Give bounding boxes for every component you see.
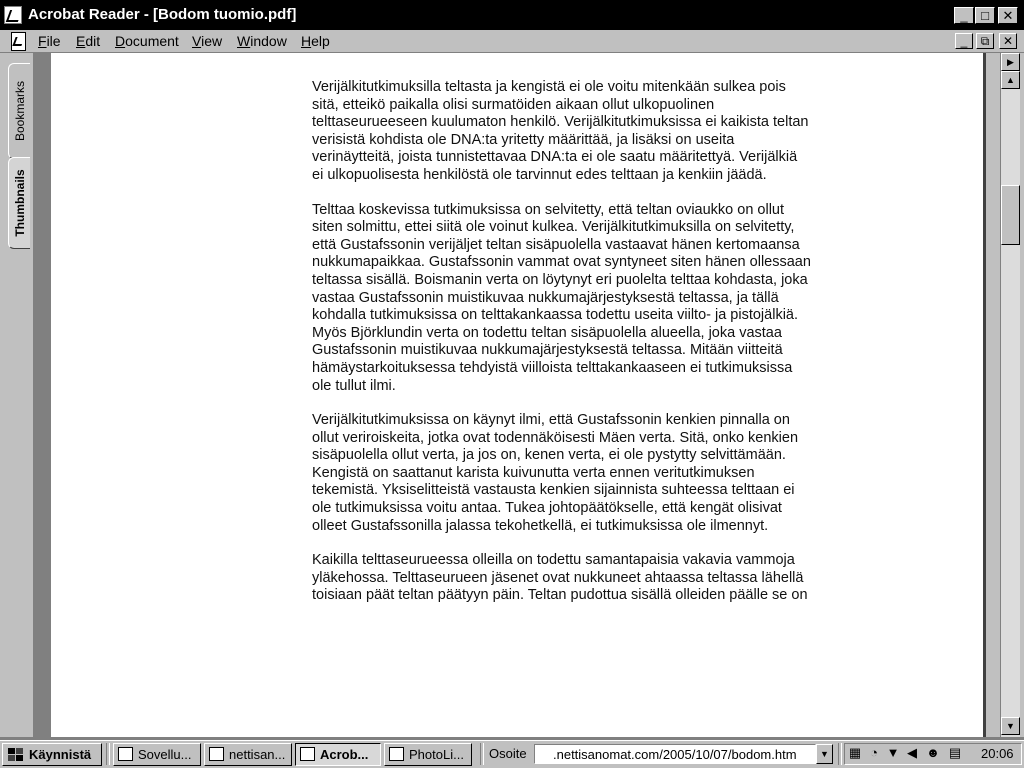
navigation-pane [0, 53, 35, 737]
menu-bar [0, 30, 1024, 53]
start-label: Käynnistä [29, 747, 92, 762]
task-label: Sovellu... [138, 747, 192, 762]
paragraph: Kaikilla telttaseurueessa olleilla on todettu samantapaisia vakavia vammoja yläkehossa. Telttaseurueen jäsenet ovat nukkuneet ahtaassa teltassa lähellä toisiaan päät teltan päätyyn päin. Teltan pudottua sisällä olleiden päälle se on [312, 552, 808, 604]
view-gutter [986, 53, 1000, 737]
maximize-button[interactable]: □ [975, 7, 995, 24]
task-button-photolibrary[interactable] [384, 743, 472, 766]
paragraph: Verijälkitutkimuksissa on käynyt ilmi, että Gustafssonin kenkien pinnalla on ollut veriroiskeita, jotka ovat todennäköisesti Mäen verta. Sitä, onko kenkien sisäpuolella ollut verta, ja jos on, kenen verta, ei ole pystytty selvittämään. Kengistä on saattanut karista kuivunutta verta ennen veritutkimuksen tekemistä. Yksiselitteistä vastausta kenkien sijainnista suhteessa telttaan ei ole tutkimuksissa voitu antaa. Tukea johtopäätökselle, että kengät olisivat olleet Gustafssonilla jalassa tekohetkellä, ei tutkimuksissa ole ilmennyt. [312, 412, 799, 534]
title-bar [0, 0, 1024, 30]
photo-icon [389, 747, 404, 761]
triangle-up-icon: ▲ [1006, 75, 1015, 85]
task-button-nettisanomat[interactable] [204, 743, 292, 766]
taskbar-separator [106, 743, 110, 765]
volume-icon[interactable]: ◀ [907, 745, 917, 760]
address-input[interactable] [534, 744, 816, 764]
close-button[interactable]: ✕ [998, 7, 1018, 24]
window-title: Acrobat Reader - [Bodom tuomio.pdf] [28, 6, 297, 23]
search-icon[interactable]: ◔ [870, 745, 878, 760]
address-dropdown-button[interactable] [816, 744, 833, 764]
doc-minimize-button[interactable]: _ [955, 33, 973, 49]
task-label: PhotoLi... [409, 747, 464, 762]
scroll-up-button[interactable] [1001, 53, 1020, 71]
vertical-scrollbar[interactable] [1000, 53, 1020, 737]
address-label: Osoite [489, 746, 527, 761]
tab-bookmarks[interactable] [8, 63, 30, 159]
document-text [312, 79, 872, 622]
doc-restore-button[interactable]: ⧉ [976, 33, 994, 49]
taskbar-separator [838, 743, 842, 765]
acrobat-icon [300, 747, 315, 761]
window-icon [118, 747, 133, 761]
document-icon[interactable] [8, 32, 28, 50]
menu-window[interactable]: Window [237, 33, 287, 49]
chevron-down-icon: ▼ [820, 749, 829, 759]
menu-edit[interactable]: Edit [76, 33, 101, 49]
menu-file[interactable]: File [38, 33, 61, 49]
doc-close-button[interactable]: ✕ [999, 33, 1017, 49]
taskbar-separator [480, 743, 484, 765]
triangle-right-icon: ▶ [1007, 57, 1014, 67]
tab-thumbnails-label: Thumbnails [12, 169, 27, 237]
window-edge [1020, 53, 1024, 737]
tab-thumbnails[interactable] [8, 157, 30, 249]
tab-bookmarks-label: Bookmarks [12, 80, 27, 142]
pane-splitter[interactable] [33, 53, 51, 737]
menu-help[interactable]: Help [301, 33, 330, 49]
paragraph: Telttaa koskevissa tutkimuksissa on selvitetty, että teltan oviaukko on ollut siten solmittu, ettei siitä ole voinut kulkea. Verijälkitutkimuksilla on selvitetty, että Gustafssonin verijäljet teltan sisäpuolella vastaavat hänen kertomaansa nukkumapaikkaa. Gustafssonin vammat ovat syntyneet siten hänen ollessaan teltassa sisällä. Boismanin verta on löytynyt eri puolelta telttaa kohdasta, joka vastaa Gustafssonin muistikuvaa nukkumajärjestyksestä teltassa, ja tällä kohdalla tutkimuksissa on telttakankaassa todettu useita viilto- ja pistojälkiä. Myös Björklundin verta on todettu teltan sisäpuolella alueella, joka vastaa Gustafssonin muistikuvaa nukkumajärjestyksestä teltassa. Mitään viitteitä hämäystarkoituksessa tehdyistä viilloista telttakankaaseen ei tutkimuksissa ole tullut ilmi. [312, 201, 811, 394]
menu-view[interactable]: View [192, 33, 223, 49]
acrobat-icon[interactable] [4, 6, 22, 24]
filter-icon[interactable]: ▼ [886, 745, 900, 760]
browser-icon [209, 747, 224, 761]
task-label: nettisan... [229, 747, 286, 762]
network-icon[interactable]: ▦ [848, 745, 862, 760]
scroll-thumb[interactable] [1001, 185, 1020, 245]
triangle-down-icon: ▼ [1006, 721, 1015, 731]
task-label: Acrob... [320, 747, 369, 762]
minimize-button[interactable]: _ [954, 7, 974, 24]
task-button-sovellu[interactable] [113, 743, 201, 766]
start-button[interactable] [2, 743, 102, 766]
scheduler-icon[interactable]: ▤ [948, 745, 962, 760]
clock[interactable]: 20:06 [981, 746, 1014, 761]
task-button-acrobat[interactable] [295, 743, 381, 766]
menu-document[interactable]: Document [115, 33, 179, 49]
scroll-down-arrow[interactable] [1001, 717, 1020, 735]
scroll-up-arrow[interactable] [1001, 71, 1020, 89]
users-icon[interactable]: ☻ [926, 745, 940, 760]
paragraph: Verijälkitutkimuksilla teltasta ja kengistä ei ole voitu mitenkään sulkea pois sitä, etteikö paikalla olisi surmatöiden aikaan ollut ulkopuolinen telttaseurueeseen kuulumaton henkilö. Verijälkitutkimuksissa ei kaikista teltan verisistä kohdista ole DNA:ta yritetty määrittää, ja lisäksi on useita verinäytteitä, joista tunnistettavaa DNA:ta ei ole saatu määritettyä. Verijälkiä ei ulkopuolisesta henkilöstä ole tarvinnut edes telttaan ja kenkiin jäädä. [312, 79, 809, 183]
windows-flag-icon [8, 748, 24, 761]
